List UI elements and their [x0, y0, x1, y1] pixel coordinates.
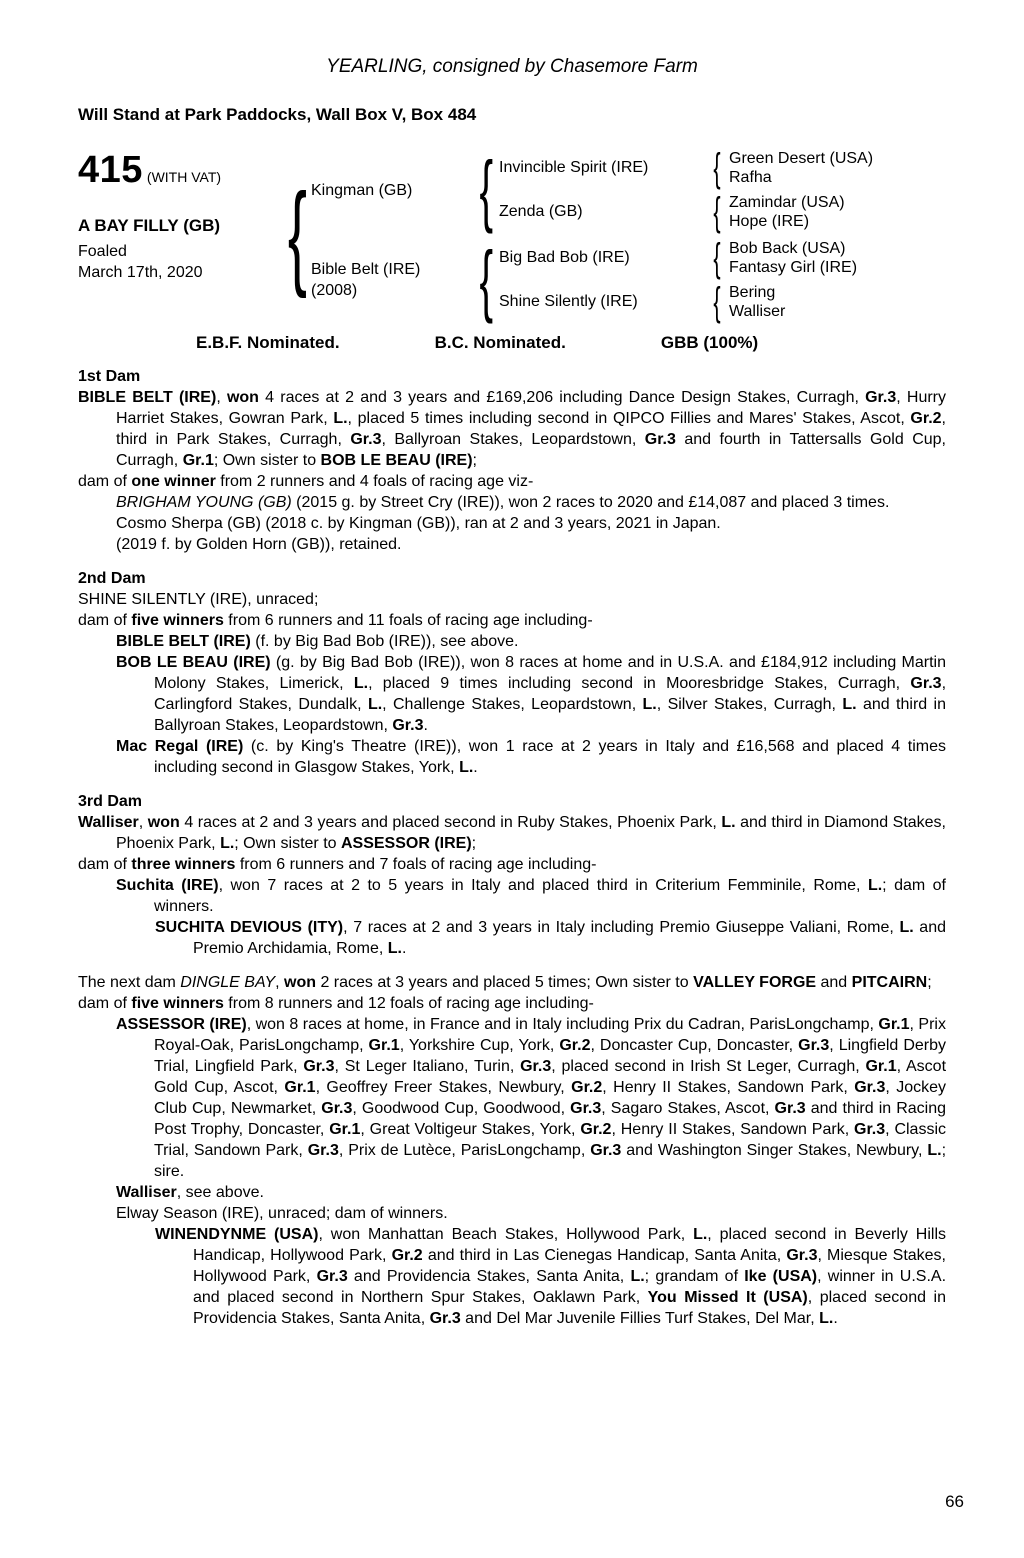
- pedigree-paragraph: [78, 610, 946, 631]
- pedigree-paragraph: [78, 854, 946, 875]
- text-run: , Challenge Stakes, Leopardstown,: [382, 696, 643, 713]
- foaled-date: March 17th, 2020: [78, 264, 203, 281]
- pedigree-sections: [78, 366, 946, 1329]
- dam-section-heading: 1st Dam: [78, 368, 141, 385]
- text-run: , winner in U.S.A. and placed second in Northern Spur Stakes, Oaklawn Park,: [193, 1268, 947, 1306]
- lot-info: [78, 149, 283, 321]
- text-run: , Prix Royal-Oak, ParisLongchamp,: [154, 1016, 946, 1054]
- text-run: The next dam: [78, 974, 181, 991]
- text-run: , won 7 races at 2 to 5 years in Italy and placed third in Criterium Femminile, Rome,: [218, 877, 868, 894]
- text-run: L.: [819, 1310, 834, 1327]
- text-run: Gr.2: [559, 1037, 591, 1054]
- dam-cell: [311, 239, 473, 321]
- pedigree-paragraph: [116, 1203, 946, 1224]
- text-run: five winners: [131, 995, 224, 1012]
- text-run: won: [226, 389, 259, 406]
- dam-brace-icon: [473, 239, 499, 321]
- text-run: Gr.1: [878, 1016, 910, 1033]
- dam-name: Bible Belt (IRE): [311, 261, 421, 278]
- text-run: .: [833, 1310, 838, 1327]
- text-run: , third in Park Stakes, Curragh,: [116, 410, 946, 448]
- text-run: , Geoffrey Freer Stakes, Newbury,: [315, 1079, 572, 1096]
- text-run: Gr.1: [284, 1079, 316, 1096]
- pedigree-paragraph: [78, 471, 946, 492]
- text-run: , see above.: [176, 1184, 264, 1201]
- text-run: BOB LE BEAU (IRE): [320, 452, 473, 469]
- text-run: BRIGHAM YOUNG (GB): [116, 494, 292, 511]
- text-run: and Del Mar Juvenile Fillies Turf Stakes, Del Mar,: [460, 1310, 820, 1327]
- text-run: ASSESSOR (IRE): [116, 1016, 247, 1033]
- text-run: and fourth in Tattersalls Gold Cup, Curragh,: [116, 431, 947, 469]
- text-run: , Goodwood Cup, Goodwood,: [352, 1100, 571, 1117]
- pedigree-generations: [311, 149, 946, 321]
- dam-branch: [311, 239, 946, 321]
- text-run: L.: [693, 1226, 708, 1243]
- gen3-name: Bob Back (USA): [729, 240, 846, 257]
- text-run: dam of: [78, 856, 132, 873]
- text-run: Gr.3: [774, 1100, 806, 1117]
- text-run: VALLEY FORGE: [693, 974, 817, 991]
- text-run: , Silver Stakes, Curragh,: [656, 696, 843, 713]
- text-run: , Classic Trial, Sandown Park,: [154, 1121, 946, 1159]
- text-run: , won 8 races at home, in France and in Italy including Prix du Cadran, ParisLongchamp,: [246, 1016, 879, 1033]
- pedigree-paragraph: [116, 1014, 946, 1182]
- text-run: , Prix de Lutèce, ParisLongchamp,: [338, 1142, 591, 1159]
- dam-section-heading: 3rd Dam: [78, 793, 143, 810]
- text-run: .: [401, 940, 407, 957]
- text-run: from 6 runners and 11 foals of racing age including-: [223, 612, 593, 629]
- text-run: three winners: [131, 856, 236, 873]
- text-run: Gr.3: [350, 431, 382, 448]
- text-run: L.: [353, 675, 369, 692]
- text-run: Gr.2: [580, 1121, 612, 1138]
- text-run: ; grandam of: [644, 1268, 745, 1285]
- text-run: Gr.2: [910, 410, 942, 427]
- text-run: ,: [275, 974, 285, 991]
- dam-section: [78, 972, 946, 1329]
- text-run: , placed second in Irish St Leger, Curragh,: [551, 1058, 866, 1075]
- pedigree-block: [78, 149, 946, 321]
- gen2-brace-icon: [705, 193, 729, 231]
- text-run: Walliser: [78, 814, 139, 831]
- text-run: (g. by Big Bad Bob (IRE)), won 8 races at home and in U.S.A. and £184,912 including Martin Molony Stakes, Limerick,: [154, 654, 947, 692]
- text-run: and third in Las Cienegas Handicap, Santa Anita,: [422, 1247, 787, 1264]
- text-run: , Henry II Stakes, Sandown Park,: [602, 1079, 855, 1096]
- pedigree-paragraph: [155, 917, 946, 959]
- text-run: , Carlingford Stakes, Dundalk,: [154, 675, 947, 713]
- sire-name: Kingman (GB): [311, 181, 413, 199]
- pedigree-paragraph: [78, 387, 946, 471]
- text-run: , placed 5 times including second in QIPCO Fillies and Mares' Stakes, Ascot,: [347, 410, 911, 427]
- text-run: SHINE SILENTLY (IRE), unraced;: [78, 591, 319, 608]
- text-run: Gr.3: [321, 1100, 353, 1117]
- nominations-line: [78, 333, 946, 353]
- gen3-pair: [729, 283, 946, 321]
- text-run: , St Leger Italiano, Turin,: [334, 1058, 521, 1075]
- text-run: (2015 g. by Street Cry (IRE)), won 2 races to 2020 and £14,087 and placed 3 times.: [291, 494, 890, 511]
- vat-note: (WITH VAT): [146, 169, 222, 185]
- text-run: BIBLE BELT (IRE): [116, 633, 251, 650]
- dam-section: [78, 366, 946, 555]
- text-run: dam of: [78, 473, 132, 490]
- text-run: L.: [721, 814, 736, 831]
- text-run: Gr.3: [786, 1247, 818, 1264]
- text-run: , Ascot Gold Cup, Ascot,: [154, 1058, 947, 1096]
- text-run: won: [147, 814, 180, 831]
- text-run: L.: [630, 1268, 645, 1285]
- dam-section-heading: 2nd Dam: [78, 570, 146, 587]
- text-run: Gr.3: [590, 1142, 622, 1159]
- pedigree-paragraph: [116, 534, 946, 555]
- lot-number: 415: [78, 149, 143, 191]
- gen1-brace-icon: [283, 149, 311, 321]
- text-run: from 2 runners and 4 foals of racing age viz-: [215, 473, 534, 490]
- text-run: , Yorkshire Cup, York,: [399, 1037, 560, 1054]
- text-run: dam of: [78, 612, 132, 629]
- text-run: L.: [927, 1142, 942, 1159]
- text-run: ASSESSOR (IRE): [340, 835, 472, 852]
- grandsire-row: [499, 239, 946, 277]
- text-run: Gr.1: [368, 1037, 400, 1054]
- text-run: , Sagaro Stakes, Ascot,: [601, 1100, 775, 1117]
- sire-cell: [311, 149, 473, 231]
- sire-grandparents: [499, 149, 946, 231]
- text-run: ;: [472, 452, 477, 469]
- text-run: Gr.1: [182, 452, 214, 469]
- pedigree-paragraph: [78, 972, 946, 993]
- text-run: Gr.3: [520, 1058, 552, 1075]
- text-run: dam of: [78, 995, 132, 1012]
- gen3-name: Rafha: [729, 169, 772, 186]
- text-run: five winners: [131, 612, 224, 629]
- text-run: Gr.3: [854, 1121, 886, 1138]
- dam-sub: (2008): [311, 282, 358, 299]
- text-run: ,: [216, 389, 227, 406]
- text-run: Walliser: [116, 1184, 177, 1201]
- text-run: Suchita (IRE): [116, 877, 219, 894]
- text-run: and third in Diamond Stakes, Phoenix Park,: [116, 814, 947, 852]
- text-run: ; dam of winners.: [154, 877, 947, 915]
- text-run: ;: [927, 974, 932, 991]
- text-run: 2 races at 3 years and placed 5 times; Own sister to: [316, 974, 694, 991]
- gen3-name: Green Desert (USA): [729, 150, 874, 167]
- text-run: Cosmo Sherpa (GB) (2018 c. by Kingman (GB)), ran at 2 and 3 years, 2021 in Japan.: [116, 515, 721, 532]
- gen2-brace-icon: [705, 149, 729, 187]
- text-run: Elway Season (IRE), unraced; dam of winners.: [116, 1205, 448, 1222]
- text-run: L.: [867, 877, 883, 894]
- text-run: Gr.3: [570, 1100, 602, 1117]
- text-run: and: [816, 974, 852, 991]
- dam-section: [78, 791, 946, 959]
- grandsire-row: [499, 149, 946, 187]
- gen3-pair: [729, 193, 946, 231]
- text-run: one winner: [131, 473, 216, 490]
- text-run: Gr.3: [316, 1268, 348, 1285]
- text-run: DINGLE BAY: [180, 974, 276, 991]
- text-run: L.: [387, 940, 402, 957]
- text-run: Gr.3: [307, 1142, 339, 1159]
- text-run: L.: [642, 696, 657, 713]
- text-run: , Henry II Stakes, Sandown Park,: [611, 1121, 854, 1138]
- text-run: BIBLE BELT (IRE): [78, 389, 217, 406]
- text-run: , Hurry Harriet Stakes, Gowran Park,: [116, 389, 946, 427]
- gen3-pair: [729, 239, 946, 277]
- pedigree-paragraph: [116, 631, 946, 652]
- pedigree-paragraph: [78, 589, 946, 610]
- text-run: and third in Racing Post Trophy, Doncaster,: [154, 1100, 947, 1138]
- ebf-nomination: E.B.F. Nominated.: [196, 333, 340, 352]
- text-run: Gr.3: [910, 675, 942, 692]
- text-run: and Providencia Stakes, Santa Anita,: [347, 1268, 631, 1285]
- text-run: L.: [220, 835, 235, 852]
- text-run: Gr.3: [303, 1058, 335, 1075]
- text-run: won: [284, 974, 317, 991]
- text-run: Gr.1: [865, 1058, 897, 1075]
- text-run: (f. by Big Bad Bob (IRE)), see above.: [250, 633, 519, 650]
- text-run: Mac Regal (IRE): [116, 738, 244, 755]
- dam-section: [78, 568, 946, 778]
- text-run: L.: [367, 696, 383, 713]
- text-run: , won Manhattan Beach Stakes, Hollywood Park,: [318, 1226, 694, 1243]
- text-run: 4 races at 2 and 3 years and £169,206 including Dance Design Stakes, Curragh,: [258, 389, 866, 406]
- text-run: , Great Voltigeur Stakes, York,: [360, 1121, 581, 1138]
- pedigree-paragraph: [116, 513, 946, 534]
- gen3-name: Bering: [729, 284, 776, 301]
- text-run: , 7 races at 2 and 3 years in Italy including Premio Giuseppe Valiani, Rome,: [343, 919, 900, 936]
- pedigree-tree: [283, 149, 946, 321]
- text-run: ; Own sister to: [234, 835, 341, 852]
- text-run: (2019 f. by Golden Horn (GB)), retained.: [116, 536, 402, 553]
- text-run: from 8 runners and 12 foals of racing age including-: [223, 995, 594, 1012]
- text-run: and Premio Archidamia, Rome,: [193, 919, 947, 957]
- text-run: , Doncaster Cup, Doncaster,: [590, 1037, 799, 1054]
- lot-number-line: [78, 149, 283, 192]
- text-run: ; Own sister to: [213, 452, 321, 469]
- pedigree-paragraph: [116, 652, 946, 736]
- text-run: and Washington Singer Stakes, Newbury,: [621, 1142, 928, 1159]
- text-run: , Jockey Club Cup, Newmarket,: [154, 1079, 947, 1117]
- text-run: , Ballyroan Stakes, Leopardstown,: [381, 431, 645, 448]
- text-run: , placed second in Providencia Stakes, Santa Anita,: [193, 1289, 946, 1327]
- pedigree-paragraph: [116, 736, 946, 778]
- text-run: and third in Ballyroan Stakes, Leopardstown,: [154, 696, 947, 734]
- pedigree-paragraph: [116, 1182, 946, 1203]
- text-run: .: [473, 759, 478, 776]
- gen3-name: Zamindar (USA): [729, 194, 845, 211]
- foaled-label: Foaled: [78, 243, 127, 260]
- text-run: SUCHITA DEVIOUS (ITY): [155, 919, 344, 936]
- gen3-pair: [729, 149, 946, 187]
- pedigree-paragraph: [78, 993, 946, 1014]
- text-run: Gr.3: [798, 1037, 830, 1054]
- pedigree-paragraph: [155, 1224, 946, 1329]
- horse-description: A BAY FILLY (GB): [78, 216, 221, 235]
- text-run: Gr.1: [329, 1121, 361, 1138]
- gen2-brace-icon: [705, 283, 729, 321]
- text-run: Gr.2: [571, 1079, 603, 1096]
- text-run: L.: [899, 919, 914, 936]
- text-run: ,: [138, 814, 148, 831]
- text-run: , placed second in Beverly Hills Handicap, Hollywood Park,: [193, 1226, 947, 1264]
- text-run: , Lingfield Derby Trial, Lingfield Park,: [154, 1037, 947, 1075]
- gen2-name: Big Bad Bob (IRE): [499, 249, 630, 266]
- text-run: Gr.3: [644, 431, 676, 448]
- gen3-name: Fantasy Girl (IRE): [729, 259, 858, 276]
- text-run: , placed 9 times including second in Mooresbridge Stakes, Curragh,: [368, 675, 911, 692]
- text-run: You Missed It (USA): [647, 1289, 808, 1306]
- text-run: PITCAIRN: [851, 974, 928, 991]
- text-run: WINENDYNME (USA): [155, 1226, 319, 1243]
- gen2-name: Shine Silently (IRE): [499, 293, 638, 310]
- text-run: Gr.3: [429, 1310, 461, 1327]
- pedigree-paragraph: [78, 812, 946, 854]
- text-run: L.: [842, 696, 857, 713]
- text-run: ;: [471, 835, 477, 852]
- text-run: Gr.2: [391, 1247, 423, 1264]
- text-run: Gr.3: [392, 717, 424, 734]
- gen2-name: Invincible Spirit (IRE): [499, 159, 649, 176]
- gen2-brace-icon: [705, 239, 729, 277]
- granddam-row: [499, 193, 946, 231]
- gen3-name: Hope (IRE): [729, 213, 810, 230]
- text-run: Ike (USA): [744, 1268, 818, 1285]
- stand-location-line: Will Stand at Park Paddocks, Wall Box V, Box 484: [78, 105, 477, 124]
- text-run: .: [423, 717, 428, 734]
- text-run: from 6 runners and 7 foals of racing age including-: [235, 856, 597, 873]
- text-run: , Miesque Stakes, Hollywood Park,: [193, 1247, 947, 1285]
- granddam-row: [499, 283, 946, 321]
- text-run: L.: [333, 410, 348, 427]
- pedigree-paragraph: [116, 492, 946, 513]
- dam-grandparents: [499, 239, 946, 321]
- text-run: Gr.3: [865, 389, 897, 406]
- gbb-status: GBB (100%): [660, 333, 759, 352]
- text-run: Gr.3: [854, 1079, 886, 1096]
- text-run: 4 races at 2 and 3 years and placed second in Ruby Stakes, Phoenix Park,: [179, 814, 722, 831]
- gen2-name: Zenda (GB): [499, 203, 583, 220]
- text-run: L.: [459, 759, 474, 776]
- bc-nomination: B.C. Nominated.: [434, 333, 566, 352]
- text-run: (c. by King's Theatre (IRE)), won 1 race at 2 years in Italy and £16,568 and placed 4 times including second in Glasgow Stakes, York,: [154, 738, 947, 776]
- text-run: BOB LE BEAU (IRE): [116, 654, 271, 671]
- sire-branch: [311, 149, 946, 231]
- page-number: 66: [945, 1492, 964, 1511]
- gen3-name: Walliser: [729, 303, 786, 320]
- page-title: YEARLING, consigned by Chasemore Farm: [326, 56, 698, 77]
- text-run: ; sire.: [154, 1142, 947, 1180]
- pedigree-paragraph: [116, 875, 946, 917]
- sire-brace-icon: [473, 149, 499, 231]
